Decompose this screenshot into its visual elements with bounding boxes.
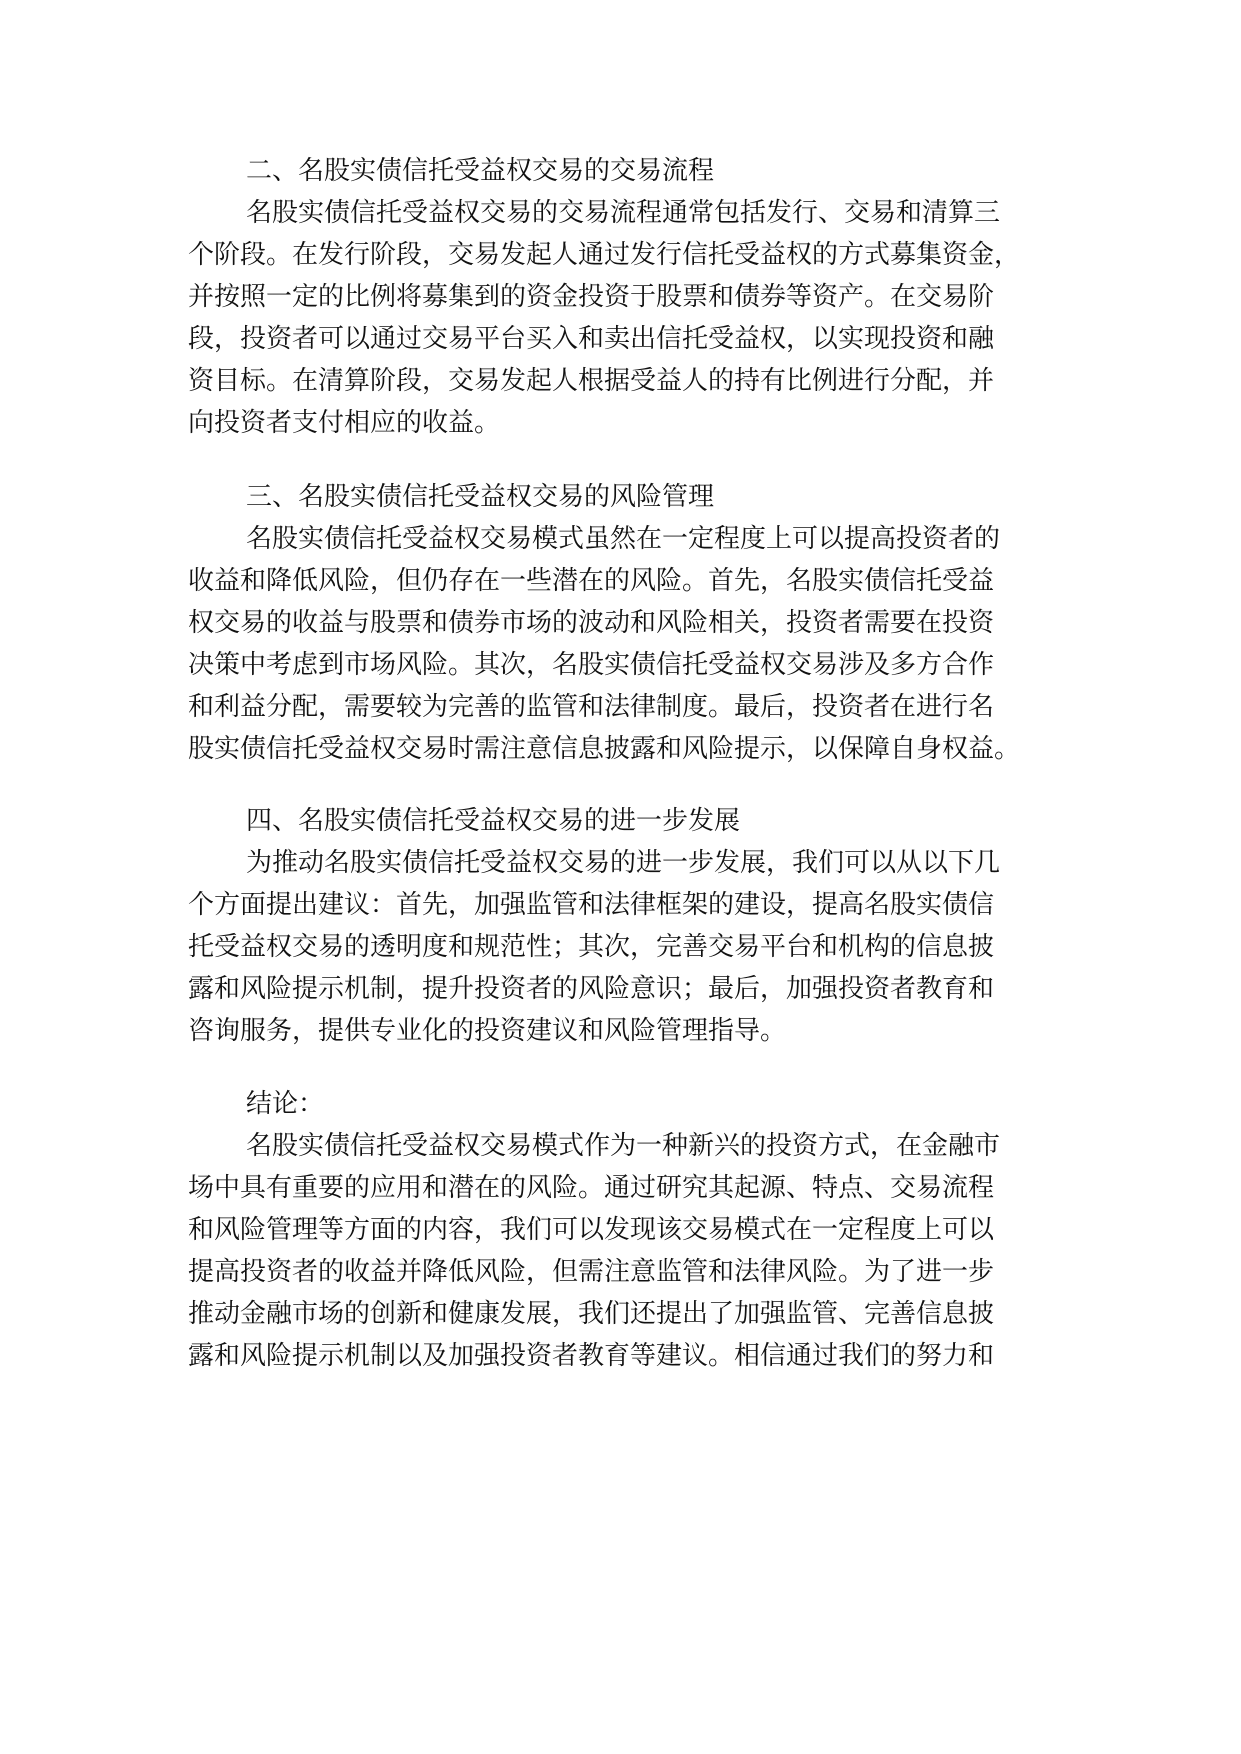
paragraph-line: 推动金融市场的创新和健康发展，我们还提出了加强监管、完善信息披	[188, 1299, 995, 1329]
paragraph-line: 托受益权交易的透明度和规范性；其次，完善交易平台和机构的信息披	[188, 932, 995, 962]
paragraph-line: 权交易的收益与股票和债券市场的波动和风险相关，投资者需要在投资	[188, 608, 995, 638]
conclusion-heading: 结论：	[246, 1089, 325, 1119]
paragraph-line: 名股实债信托受益权交易模式虽然在一定程度上可以提高投资者的	[246, 524, 1001, 554]
paragraph-line: 和风险管理等方面的内容，我们可以发现该交易模式在一定程度上可以	[188, 1215, 995, 1245]
paragraph-line: 个阶段。在发行阶段，交易发起人通过发行信托受益权的方式募集资金，	[188, 240, 1021, 270]
paragraph-line: 资目标。在清算阶段，交易发起人根据受益人的持有比例进行分配，并	[188, 366, 995, 396]
paragraph-line: 咨询服务，提供专业化的投资建议和风险管理指导。	[188, 1016, 787, 1046]
paragraph-line: 名股实债信托受益权交易模式作为一种新兴的投资方式，在金融市	[246, 1131, 1001, 1161]
paragraph-line: 段，投资者可以通过交易平台买入和卖出信托受益权，以实现投资和融	[188, 324, 995, 354]
section-heading-risk: 三、名股实债信托受益权交易的风险管理	[246, 482, 715, 512]
section-heading-process: 二、名股实债信托受益权交易的交易流程	[246, 156, 715, 186]
paragraph-line: 露和风险提示机制以及加强投资者教育等建议。相信通过我们的努力和	[188, 1341, 995, 1371]
section-heading-development: 四、名股实债信托受益权交易的进一步发展	[246, 806, 741, 836]
paragraph-line: 收益和降低风险，但仍存在一些潜在的风险。首先，名股实债信托受益	[188, 566, 995, 596]
paragraph-line: 个方面提出建议：首先，加强监管和法律框架的建设，提高名股实债信	[188, 890, 995, 920]
paragraph-line: 场中具有重要的应用和潜在的风险。通过研究其起源、特点、交易流程	[188, 1173, 995, 1203]
paragraph-line: 决策中考虑到市场风险。其次，名股实债信托受益权交易涉及多方合作	[188, 650, 995, 680]
paragraph-line: 提高投资者的收益并降低风险，但需注意监管和法律风险。为了进一步	[188, 1257, 995, 1287]
paragraph-line: 股实债信托受益权交易时需注意信息披露和风险提示，以保障自身权益。	[188, 734, 1021, 764]
paragraph-line: 露和风险提示机制，提升投资者的风险意识；最后，加强投资者教育和	[188, 974, 995, 1004]
paragraph-line: 名股实债信托受益权交易的交易流程通常包括发行、交易和清算三	[246, 198, 1001, 228]
paragraph-line: 并按照一定的比例将募集到的资金投资于股票和债券等资产。在交易阶	[188, 282, 995, 312]
paragraph-line: 为推动名股实债信托受益权交易的进一步发展，我们可以从以下几	[246, 848, 1001, 878]
paragraph-line: 和利益分配，需要较为完善的监管和法律制度。最后，投资者在进行名	[188, 692, 995, 722]
paragraph-line: 向投资者支付相应的收益。	[188, 408, 501, 438]
